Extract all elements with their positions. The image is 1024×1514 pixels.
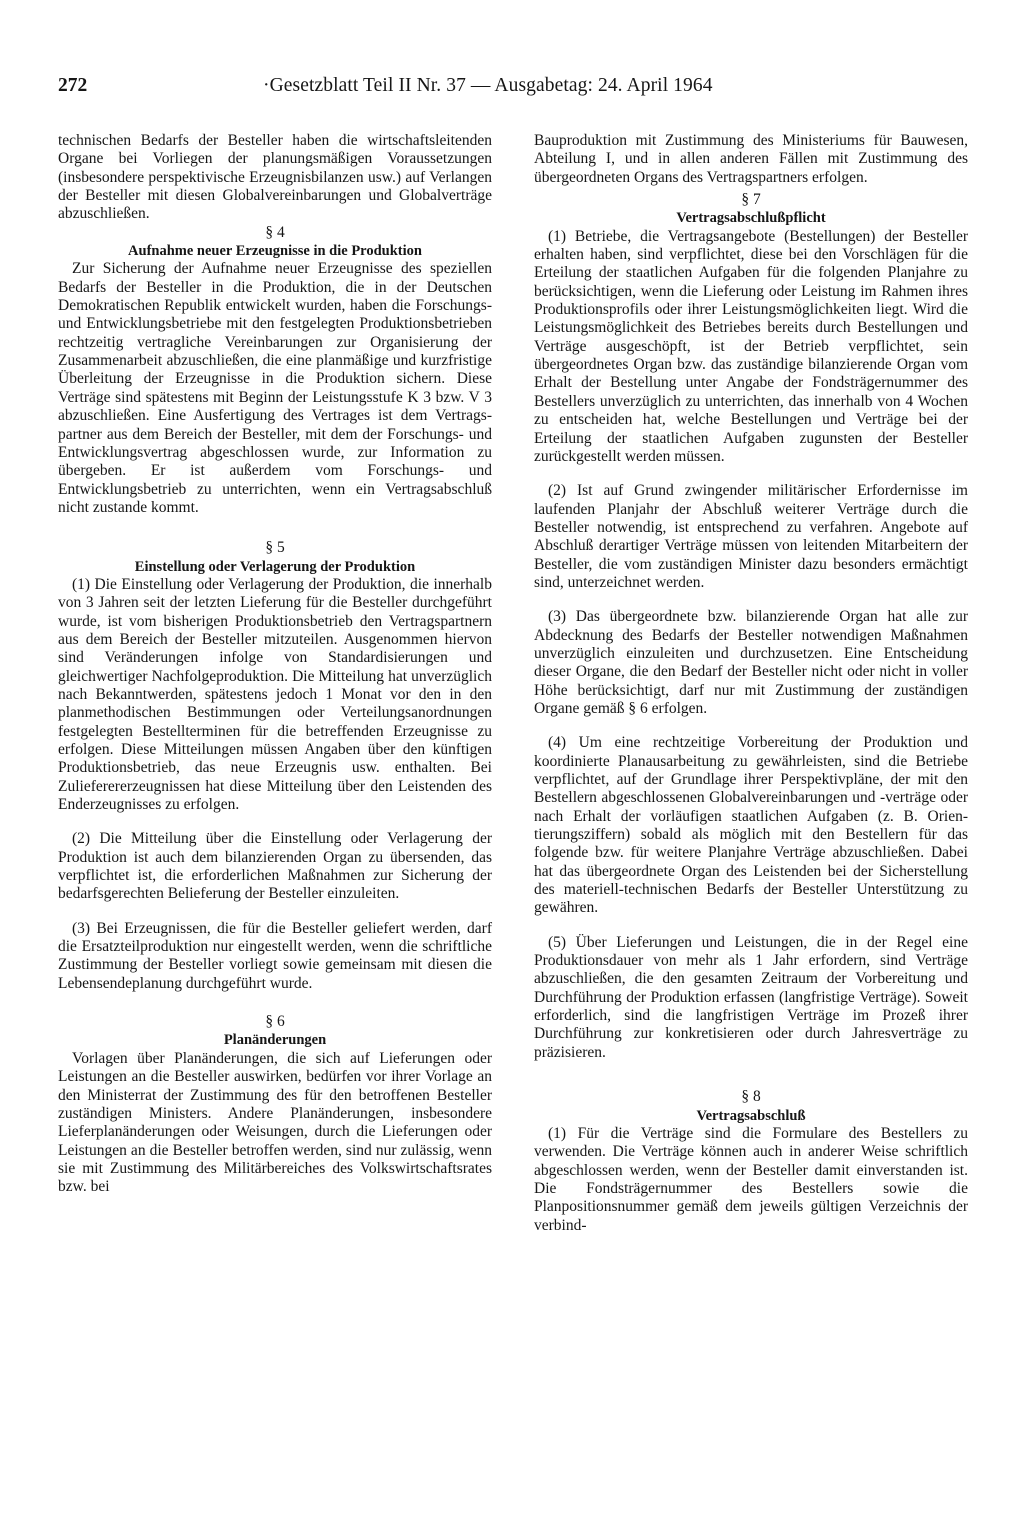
paragraph: (1) Die Einstellung oder Verlagerung der Produktion, die innerhalb von 3 Jahren seit der letzten Lieferung für die Besteller durchgeführt wurde, ist vom bisherigen Produktionsbetrieb den Vertragspartnern aus dem Bereich der Besteller mitzuteilen. Ausgenommen hiervon sind Veränderungen infolge von Standardisierungen und gleichwertiger Nachfolgeproduktion. Die Mitteilung hat unverzüglich nach Bekanntwerden, spätestens jedoch 1 Monat vor den in den planmethodischen Bestimmungen oder Verteilungsanordnungen festgelegten Bestellterminen für die betreffenden Erzeugnisse zu erfolgen. Diese Mitteilungen müssen Angaben über den künftigen Produktionsbetrieb, das neue Erzeugnis usw. enthalten. Bei Zulieferererzeugnissen hat diese Mitteilung über den Leistenden des Enderzeugnisses zu erfolgen. — [58, 575, 492, 814]
section-number: § 6 — [265, 1013, 285, 1031]
paragraph: technischen Bedarfs der Besteller haben die wirtschaftsleitenden Organe bei Vorliegen der planungsmäßigen Voraussetzungen (insbesondere perspektivische Erzeugnisbilanzen usw.) auf Verlangen der Besteller mit diesen Globalvereinbarungen und Globalverträge abzuschließen. — [58, 132, 492, 223]
section-title: Planänderungen — [223, 1032, 327, 1049]
paragraph: (2) Ist auf Grund zwingender militärischer Erfordernisse im laufenden Planjahr der Abschluß weiterer Verträge durch die Besteller notwendig, ist entsprechend zu verfahren. Angebote auf Abschluß derartiger Verträge müssen von leitenden Mitarbeitern der Besteller, die vom zuständigen Minister dazu besonders ermächtigt sind, unterzeichnet werden. — [534, 482, 968, 591]
paragraph: (3) Das übergeordnete bzw. bilanzierende Organ hat alle zur Abdecknung des Bedarfs der Besteller notwendigen Maßnahmen unverzüglich einzuleiten und durchzusetzen. Eine Entscheidung dieser Organe, die den Bedarf der Besteller nicht oder nicht in voller Höhe berücksichtigt, darf nur mit Zustimmung der zuständigen Organe gemäß § 6 erfolgen. — [534, 608, 968, 717]
section-title: Einstellung oder Verlagerung der Produktion — [134, 558, 416, 575]
page-header — [58, 73, 970, 103]
paragraph: (1) Betriebe, die Vertragsangebote (Bestellungen) der Besteller erhalten haben, sind verpflichtet, diese bei den Vorschlägen für die Erteilung der staatlichen Aufgaben für die folgenden Planjahre zu berücksichtigen, wenn die Lieferung oder Leistung im Rahmen ihres Produktionsprofils oder ihrer Leistungsmöglichkeiten liegt. Wird die Leistungsmöglichkeit des Betriebes bereits durch Bestellungen und Verträge ausgeschöpft, ist der Betrieb verpflichtet, sein übergeordnetes Organ bzw. das zuständige bilanzierende Organ vom Erhalt der Bestellung unter Angabe der Fondsträgernummer des Bestellers unverzüglich zu unterrichten, das innerhalb von 4 Wochen zu entscheiden hat, welche Bestellungen und Verträge bei der Erteilung der staatlichen Aufgaben zugunsten der Besteller zurückgestellt werden müssen. — [534, 227, 968, 465]
section-number: § 8 — [741, 1088, 761, 1106]
section-number: § 4 — [265, 223, 285, 241]
gazette-title: ·Gesetzblatt Teil II Nr. 37 — Ausgabetag: 24. April 1964 — [263, 75, 713, 96]
left-column — [58, 132, 492, 1197]
right-column — [534, 132, 968, 1235]
paragraph: (3) Bei Erzeugnissen, die für die Besteller geliefert werden, darf die Ersatzteilproduktion nur eingestellt werden, wenn die schriftliche Zustimmung der Besteller vorliegt sowie gemeinsam mit diesen die Lebensendeplanung durchgeführt wurde. — [58, 919, 492, 992]
paragraph: (4) Um eine rechtzeitige Vorbereitung der Produktion und koordinierte Planausarbeitung zu gewährleisten, sind die Betriebe verpflichtet, auf der Grundlage ihrer Perspektivpläne, der mit den Bestellern abgeschlossenen Globalvereinbarungen und -verträge oder nach Erhalt der vorläufigen staatlichen Aufgaben (z. B. Orientierungsziffern) sobald als möglich mit den Bestellern für das folgende bzw. für weitere Planjahre Verträge abzuschließen. Dabei hat das übergeordnete Organ des Leistenden bei der Sicherstellung des materiell-technischen Bedarfs der Besteller Unterstützung zu gewähren. — [534, 734, 968, 917]
page-number: 272 — [58, 75, 88, 96]
section-title: Vertragsabschluß — [696, 1107, 806, 1124]
section-title: Vertragsabschlußpflicht — [676, 210, 826, 227]
paragraph: (1) Für die Verträge sind die Formulare des Bestellers zu verwenden. Die Verträge können auch in anderer Weise schriftlich abgeschlossen werden, wenn der Besteller damit einverstanden ist. Die Fondsträgernummer des Bestellers sowie die Planpositionsnummer gemäß dem jeweils gültigen Verzeichnis der verbind- — [534, 1124, 968, 1234]
paragraph: (2) Die Mitteilung über die Einstellung oder Verlagerung der Produktion ist auch dem bilanzierenden Organ zu übersenden, das verpflichtet ist, die erforderlichen Maßnahmen zur Sicherung der bedarfsgerechten Belieferung der Besteller einzuleiten. — [58, 830, 492, 903]
section-number: § 5 — [265, 539, 285, 557]
section-number: § 7 — [741, 191, 761, 209]
section-title: Aufnahme neuer Erzeugnisse in die Produktion — [128, 243, 422, 260]
paragraph: Bauproduktion mit Zustimmung des Ministeriums für Bauwesen, Abteilung I, und in allen anderen Fällen mit Zustimmung des übergeordneten Organs des Vertragspartners erfolgen. — [534, 132, 968, 186]
paragraph: (5) Über Lieferungen und Leistungen, die in der Regel eine Produktionsdauer von mehr als 1 Jahr erfordern, sind Verträge abzuschließen, die den gesamten Zeitraum der Vorbereitung und Durchführung der Produktion erfassen (langfristige Verträge). Soweit erforderlich, sind die langfristigen Verträge im Prozeß ihrer Durchführung zur konkretisieren oder durch Jahresverträge zu präzisieren. — [534, 933, 968, 1061]
paragraph: Zur Sicherung der Aufnahme neuer Erzeugnisse des speziellen Bedarfs der Besteller in die Produktion, die in der Deutschen Demokratischen Republik entwickelt wurden, haben die Forschungs- und Entwicklungsbetriebe mit den festgelegten Produktionsbetrieben rechtzeitig vertragliche Vereinbarungen zur Organisierung der Zusammenarbeit abzuschließen, die eine planmäßige und kurzfristige Überleitung der Erzeugnisse in die Produktion sichern. Diese Verträge sind spätestens mit Beginn der Leistungsstufe K 3 bzw. V 3 abzuschließen. Eine Ausfertigung des Vertrages ist dem Vertragspartner aus dem Bereich der Besteller, mit dem der Forschungs- und Entwicklungsvertrag abgeschlossen wurde, zur Information zu übergeben. Er ist außerdem vom Forschungs- und Entwicklungsbetrieb zu unterrichten, wenn ein Vertragsabschluß nicht zustande kommt. — [58, 260, 492, 516]
paragraph: Vorlagen über Planänderungen, die sich auf Lieferungen oder Leistungen an die Besteller auswirken, bedürfen vor ihrer Vorlage an den Ministerrat der Zustimmung des für den betroffenen Besteller zuständigen Ministers. Andere Planänderungen, insbesondere Lieferplanänderungen oder Weisungen, durch die Lieferungen oder Leistungen an die Besteller betroffen werden, sind nur zulässig, wenn sie mit Zustimmung des Militärbereiches des Volkswirtschaftsrates bzw. bei — [58, 1049, 492, 1196]
